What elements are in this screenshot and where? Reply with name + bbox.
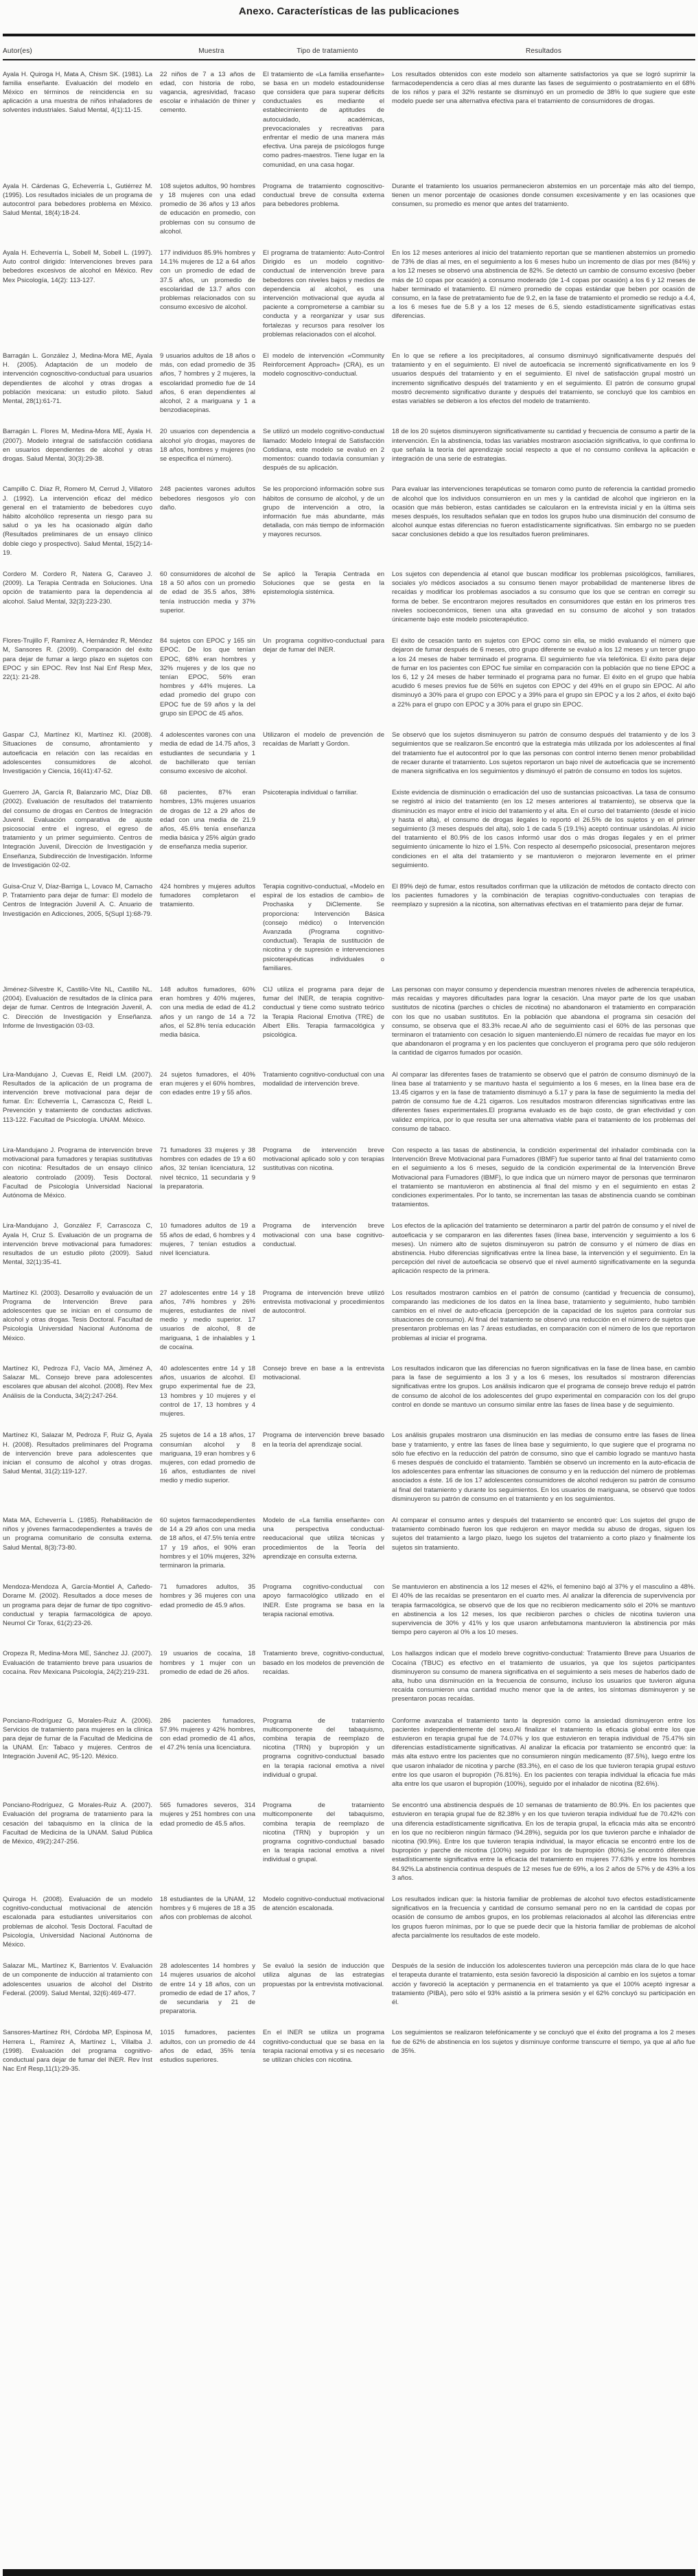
cell-resultados: Los resultados indicaron que las diferencias no fueron significativas en la fase de línea base, en cambio para la fase de seguimiento a los 3 y a los 6 meses, los resultados sí mostraron diferencias significativas entre los grupos. Los análisis indicaron que el programa de consejo breve redujo el patrón de consumo de alcohol de los adolescentes del grupo experimental en comparación con los del grupo control en donde se mantuvo un consumo similar entre las fases de línea base y de seguimiento. <box>392 1365 695 1409</box>
table-row <box>3 1583 695 1637</box>
cell-tratamiento: Se evaluó la sesión de inducción que utiliza algunas de las estrategias propuestas por la entrevista motivacional. <box>263 1962 384 1988</box>
cell-resultados: Los hallazgos indican que el modelo breve cognitivo-conductual: Tratamiento Breve para Usuarios de Cocaína (TBUC) es efectivo en el tratamiento de usuarios, ya que los sujetos participantes disminuyeron su consumo de manera significativa en el seguimiento a seis meses de haberlos dado de alta, hubo una disminución en la frecuencia de consumo, incluso los usuarios que tuvieron alguna recaída consumieron una cantidad mucho menor que la de antes, los síntomas disminuyeron y se presentaron pocas recaídas. <box>392 1650 695 1703</box>
cell-resultados: 18 de los 20 sujetos disminuyeron significativamente su cantidad y frecuencia de consumo a partir de la intervención. En la abstinencia, todas las variables mostraron asociación significativa, lo que confirma lo que señala la teoría del aprendizaje social respecto a que el no consumo conlleva la aplicación e integración de una serie de estrategias. <box>392 428 695 463</box>
table-row <box>3 1221 695 1276</box>
cell-resultados: Las personas con mayor consumo y dependencia muestran menores niveles de adherencia terapéutica, más recaídas y mayores dificultades para lograr la cesación. Una mayor parte de los que usaban sustitutos de nicotina (parches o chicles de nicotina) no abandonaron el tratamiento en comparación con los que no usaban sustitutos. En la población que abandona el programa sin cesación del consumo, se observa que el 83.3% recae.Al año de seguimiento casi el 60% de las personas que terminaron el tratamiento con cesación lo siguen manteniendo.El número de recaídas fue mayor en los que abandonaron el programa y en los pacientes que concluyeron el programa pero que sólo redujeron la cantidad de cigarros fumados por ocasión. <box>392 985 695 1057</box>
table-row <box>3 1649 695 1703</box>
table-row <box>3 249 695 339</box>
table-row <box>3 1516 695 1570</box>
cell-tratamiento: Programa cognitivo-conductual con apoyo farmacológico utilizado en el INER. Este programa se basa en la terapia racional emotiva. <box>263 1583 384 1618</box>
cell-muestra: 19 usuarios de cocaína, 18 hombres y 1 mujer con un promedio de edad de 26 años. <box>160 1650 255 1676</box>
table-row <box>3 182 695 236</box>
cell-autor: Mendoza-Mendoza A, García-Montiel A, Cañedo-Dorame M. (2002). Resultados a doce meses de un programa para dejar de fumar de tipo cognitivo-conductual y terapia farmacológica de apoyo. Neumol Cir Torax, 61(2):23-26. <box>3 1583 152 1627</box>
cell-autor: Sansores-Martínez RH, Córdoba MP, Espinosa M, Herrera L, Ramírez A, Martínez L, Villalba J. (1998). Evaluación del programa cognitivo-conductual para dejar de fumar del INER. Rev Inst Nac Enf Resp,11(1):29-35. <box>3 2029 152 2073</box>
cell-autor: Jiménez-Silvestre K, Castillo-Vite NL, Castillo NL. (2004). Evaluación de resultados de la clínica para dejar de fumar. Centros de Integración Juvenil, A. C. Dirección de Investigación y Enseñanza. Informe de Investigación 03-03. <box>3 985 152 1030</box>
table-row <box>3 882 695 973</box>
cell-autor: Lira-Mandujano J. Programa de intervención breve motivacional para fumadores y terapias sustitutivas con nicotina: Resultados de un ensayo clínico aleatorio controlado (2009). Tesis Doctoral. Facultad de Psicología Universidad Nacional Autónoma de México. <box>3 1147 152 1200</box>
cell-muestra: 108 sujetos adultos, 90 hombres y 18 mujeres con una edad promedio de 36 años y 13 años de educación en promedio, con problemas con su consumo de alcohol. <box>160 182 255 235</box>
table-header <box>3 47 695 55</box>
table-row <box>3 570 695 624</box>
cell-resultados: Se mantuvieron en abstinencia a los 12 meses el 42%, el femenino bajó al 37% y el masculino a 48%. El 40% de las recaídas se presentaron en el cuarto mes. Al analizar la diferencia de supervivencia por terapia farmacológica, se observó que de los que no recibieron medicamento sólo el 20% se mantuvo en abstinencia a los 12 meses, los que recibieron parches o chicles de nicotina tuvieron una supervivencia de 30% y 41% y los que usaron anfebutamona mantuvieron la abstinencia por más tiempo pero cayeron al 0% a los 10 meses. <box>392 1583 695 1637</box>
cell-muestra: 60 sujetos farmacodependientes de 14 a 29 años con una media de 18 años, el 47.5% tenía entre 17 y 19 años, el 90% eran hombres y el 10% mujeres, 32% terminaron la primaria. <box>160 1516 255 1569</box>
cell-autor: Lira-Mandujano J, Cuevas E, Reidl LM. (2007). Resultados de la aplicación de un programa de intervención breve motivacional para dejar de fumar. En: Echeverría L, Carrascoza C, Reidl L. Prevención y tratamiento de conductas adictivas. 113-122. Facultad de Psicología. UNAM. México. <box>3 1070 152 1124</box>
column-header-resultados: Resultados <box>525 47 562 55</box>
cell-autor: Cordero M. Cordero R, Natera G, Caraveo J. (2009). La Terapia Centrada en Soluciones. Una opción de tratamiento para la dependencia al alcohol. Salud Mental, 32(3):223-230. <box>3 571 152 606</box>
cell-resultados: Al comparar las diferentes fases de tratamiento se observó que el patrón de consumo disminuyó de la línea base al tratamiento y se mantuvo hasta el seguimiento a los 6 meses, en la línea base era de 13.45 cigarros y en la fase de tratamiento disminuyó a 5.17 y para la fase de seguimiento la media del patrón de consumo fue de 4.21 cigarros. Los resultados mostraron diferencias significativas entre las diferentes fases experimentales.El programa evaluado es de bajo costo, de gran efectividad y con validez empírica, por lo que resulta ser una alternativa viable para el tratamiento de los problemas del consumo de tabaco. <box>392 1070 695 1133</box>
cell-autor: Ponciano-Rodríguez G, Morales-Ruiz A. (2006). Servicios de tratamiento para mujeres en la clínica para dejar de fumar de la Facultad de Medicina de la UNAM. En: Tabaco y mujeres. Centros de Integración Juvenil AC, 95-120. México. <box>3 1716 152 1761</box>
cell-muestra: 71 fumadores 33 mujeres y 38 hombres con edades de 19 a 60 años, 32 tenían licenciatura, 12 nivel técnico, 11 secundaria y 9 la preparatoria. <box>160 1147 255 1191</box>
cell-autor: Martínez KI, Salazar M, Pedroza F, Ruiz G, Ayala H. (2008). Resultados preliminares del Programa de intervención breve para adolescentes que inician el consumo de alcohol y otras drogas. Salud Mental, 31(2):119-127. <box>3 1431 152 1476</box>
table-row <box>3 1801 695 1883</box>
column-header-autores: Autor(es) <box>3 47 32 55</box>
cell-resultados: Para evaluar las intervenciones terapéuticas se tomaron como punto de referencia la cantidad promedio de alcohol que los individuos consumieron en un mes y la cantidad de alcohol que ingirieron en la ocasión que más bebieron, estas cantidades se calcularon en la entrevista inicial y en la última seis meses después, los resultados señalan que en todos los grupos hubo una disminución del consumo de alcohol aunque estas diferencias no fueron estadísticamente significativas. Sin embargo no se pueden sacar conclusiones debido a que los resultados fueron preliminares. <box>392 485 695 539</box>
cell-autor: Lira-Mandujano J, González F, Carrascoza C, Ayala H, Cruz S. Evaluación de un programa de intervención breve motivacional para fumadores: resultados de un estudio piloto (2009). Salud Mental, 32(1):35-41. <box>3 1222 152 1267</box>
table-row <box>3 1146 695 1209</box>
table-row <box>3 2028 695 2073</box>
cell-tratamiento: CIJ utiliza el programa para dejar de fumar del INER, de terapia cognitivo-conductual y tiene como sustrato teórico la Terapia Racional Emotiva (TRE) de Albert Ellis. Terapia farmacológica y psicológica. <box>263 985 384 1039</box>
cell-muestra: 20 usuarios con dependencia a alcohol y/o drogas, mayores de 18 años, hombres y mujeres (no se especifica el número). <box>160 428 255 463</box>
cell-tratamiento: Se les proporcionó información sobre sus hábitos de consumo de alcohol, y de un grupo de intervención a otro, la información fue más abundante, más detallada, con más tiempo de información y mayores recursos. <box>263 485 384 539</box>
cell-muestra: 1015 fumadores, pacientes adultos, con un promedio de 44 años de edad, 35% tenía estudios superiores. <box>160 2029 255 2065</box>
cell-muestra: 9 usuarios adultos de 18 años o más, con edad promedio de 35 años, 7 hombres y 2 mujeres, la escolaridad promedio fue de 14 años, 6 eran dependientes al alcohol, 2 a mariguana y 1 a benzodiacepinas. <box>160 352 255 415</box>
cell-muestra: 177 individuos 85.9% hombres y 14.1% mujeres de 12 a 64 años con un promedio de edad de 37.5 años, un promedio de escolaridad de 13.7 años con problemas relacionados con su consumo excesivo de alcohol. <box>160 249 255 312</box>
cell-resultados: En lo que se refiere a los precipitadores, al consumo disminuyó significativamente después del tratamiento y en el seguimiento. El nivel de autoeficacia se incrementó significativamente en los 9 usuarios después del tratamiento y en el seguimiento. El nivel de satisfacción grupal mostró un incremento significativo después del tratamiento y en el seguimiento. El patrón de consumo grupal mostró decremento significativo durante y después del tratamiento, se concluyó que los cambios en estas variables se debieron a los efectos del modelo de tratamiento. <box>392 352 695 405</box>
cell-muestra: 148 adultos fumadores, 60% eran hombres y 40% mujeres, con una media de edad de 41.2 años y un rango de 14 a 72 años, el 52.8% tenía educación media básica. <box>160 985 255 1039</box>
cell-tratamiento: Se aplicó la Terapia Centrada en Soluciones que se gesta en la epistemología sistémica. <box>263 571 384 597</box>
cell-tratamiento: Terapia cognitivo-conductual, «Modelo en espiral de los estadios de cambio» de Prochaska y DiClemente. Se proporciona: Intervención Básica (consejo médico) o Intervención Avanzada (Programa cognitivo-conductual). Terapia de sustitución de nicotina y de supresión e intervenciones psicoterapéuticas individuales o familiares. <box>263 882 384 972</box>
cell-resultados: Los seguimientos se realizaron telefónicamente y se concluyó que el éxito del programa a los 2 meses fue de 62% de abstinencia en los sujetos y disminuye conforme transcurre el tiempo, ya que al año fue de 35%. <box>392 2029 695 2055</box>
cell-resultados: En los 12 meses anteriores al inicio del tratamiento reportan que se mantienen abstemios un promedio de 73% de días al mes, en el seguimiento a los 6 meses hubo un incremento de días por mes (84%) y a los 12 meses se observó una abstinencia de 82%. Se detectó un cambio de consumo excesivo (beber más de 10 copas por ocasión) a consumo moderado (de 1-4 copas por ocasión) a los 6 y 12 meses de haber terminado el tratamiento. El número promedio de copas estándar que beben por ocasión de consumo, en la fase de pretratamiento fue de 9.2, en la fase de tratamiento el promedio se redujo a 4.4, a los 6 meses fue de 5.8 y a los 12 meses de 6.5, siendo estadísticamente significativas estas diferencias. <box>392 249 695 321</box>
cell-muestra: 248 pacientes varones adultos bebedores riesgosos y/o con daño. <box>160 485 255 511</box>
cell-autor: Martínez KI, Pedroza FJ, Vacío MA, Jiménez A, Salazar ML. Consejo breve para adolescentes escolares que abusan del alcohol. (2008). Rev Mex Análisis de la Conducta, 34(2):247-264. <box>3 1365 152 1400</box>
cell-resultados: Los análisis grupales mostraron una disminución en las medias de consumo entre las fases de línea base y tratamiento, y entre las fases de línea base y seguimiento, lo que sugiere que el programa no sólo fue efectivo en la reducción del patrón de consumo, sino que el cambio logrado se mantuvo hasta 6 meses después de concluido el tratamiento. También se observó un incremento en la auto-eficacia de los adolescentes para enfrentar las situaciones de consumo y en la reducción del número de problemas asociados a éste. 16 de los 17 adolescentes consumidores de alcohol redujeron su patrón de consumo al final del tratamiento y durante los seguimientos. En los usuarios de mariguana, se observó que todos disminuyeron su patrón de consumo en el tratamiento y en los seguimientos. <box>392 1431 695 1503</box>
table-row <box>3 985 695 1058</box>
bottom-rule <box>3 2569 695 2576</box>
cell-resultados: Los resultados indican que: la historia familiar de problemas de alcohol tuvo efectos estadísticamente significativos en la frecuencia y cantidad de consumo semanal pero no en la cantidad de copas por ocasión de consumo de ambos grupos, en los problemas relacionados al alcohol las diferencias entre los grupos fueron mínimas, por lo que se puede decir que la historia familiar de problemas de alcohol afecta parcialmente los resultados de este modelo. <box>392 1896 695 1940</box>
table-row <box>3 1962 695 2016</box>
cell-tratamiento: Programa de tratamiento cognoscitivo-conductual breve de consulta externa para bebedores problema. <box>263 182 384 209</box>
table-row <box>3 636 695 718</box>
cell-muestra: 24 sujetos fumadores, el 40% eran mujeres y el 60% hombres, con edades entre 19 y 55 años. <box>160 1070 255 1096</box>
cell-tratamiento: En el INER se utiliza un programa cognitivo-conductual que se basa en la terapia racional emotiva y si es necesario se utilizan chicles con nicotina. <box>263 2029 384 2065</box>
cell-tratamiento: Programa de intervención breve utilizó entrevista motivacional y procedimientos de autocontrol. <box>263 1289 384 1315</box>
cell-tratamiento: Un programa cognitivo-conductual para dejar de fumar del INER. <box>263 637 384 654</box>
cell-tratamiento: Psicoterapia individual o familiar. <box>263 789 358 797</box>
cell-autor: Guerrero JA, García R, Balanzario MC, Díaz DB. (2002). Evaluación de resultados del tratamiento del consumo de drogas en Centros de Integración Juvenil. Evaluación comparativa de ajuste psicosocial entre el ingreso, el egreso de tratamiento y un primer seguimiento. Centros de Integración Juvenil, Dirección de Investigación y Enseñanza, Subdirección de Investigación. Informe de Investigación 02-02. <box>3 789 152 869</box>
cell-resultados: Los resultados obtenidos con este modelo son altamente satisfactorios ya que se logró suprimir la farmacodependencia a cero días al mes durante las fases de seguimiento o postratamiento en el 68% de los niños y para el 32% restante se disminuyó en un promedio de 38% lo que sugiere que este modelo puede ser una alternativa efectiva para el tratamiento de consumidores de drogas. <box>392 70 695 106</box>
cell-resultados: Los resultados mostraron cambios en el patrón de consumo (cantidad y frecuencia de consumo), comparando las mediciones de los datos en la línea base, tratamiento y seguimiento, hubo también cambios en el nivel de auto-eficacia (percepción de la capacidad de los sujetos para controlar sus situaciones de consumo). Al final del tratamiento se observó una reducción en el número de sujetos que presentaron problemas en las 7 áreas estudiadas, en comparación con el número de los que reportaron problemas al iniciar el programa. <box>392 1289 695 1342</box>
cell-resultados: El éxito de cesación tanto en sujetos con EPOC como sin ella, se midió evaluando el número que dejaron de fumar después de 6 meses, otro grupo diferente se evaluó a los 12 meses y un tercer grupo a los 24 meses de haber terminado el programa. El seguimiento fue vía telefónica. El éxito para dejar de fumar en los pacientes con EPOC fue similar en comparación con la población que no tiene EPOC a los 6, 12 y 24 meses de haber terminado el programa para no fumar. El éxito en el grupo que había acudido 6 meses previos fue de 56% en sujetos con EPOC y del 49% en el grupo sin EPOC. Al año disminuyó a 30% para el grupo con EPOC y a 39% para el grupo sin EPOC y a los 2 años, el éxito bajó a 22% para el grupo con EPOC y a 30% para el grupo sin EPOC. <box>392 637 695 709</box>
cell-autor: Ponciano-Rodríguez, G Morales-Ruiz A. (2007). Evaluación del programa de tratamiento para la cesación del tabaquismo en la clínica de la Facultad de Medicina de la UNAM. Salud Pública de México, 49(2):247-256. <box>3 1802 152 1846</box>
cell-autor: Guisa-Cruz V, Díaz-Barriga L, Lovaco M, Camacho P. Tratamiento para dejar de fumar: El modelo de Centros de Integración Juvenil A. C. Anuario de Investigación en Adicciones, 2005, 5(Supl 1):68-79. <box>3 882 152 918</box>
cell-resultados: Los sujetos con dependencia al etanol que buscan modificar los problemas psicológicos, familiares, sociales y/o médicos asociados a su consumo tienen mayor probabilidad de mantenerse libres de recaídas y modificar los problemas asociados a su consumo que los que se centran en corregir su forma de beber. Se encontraron mejores resultados en consumidores que están en los primeros tres niveles socioeconómicos, tienen una alta gravedad en su consumo de alcohol y son tratados únicamente bajo este modelo psicoterapéutico. <box>392 571 695 624</box>
cell-autor: Ayala H. Echeverría L, Sobell M, Sobell L. (1997). Auto control dirigido: Intervenciones breves para bebedores excesivos de alcohol en México. Rev Mex Psicología, 14(2): 113-127. <box>3 249 152 284</box>
cell-muestra: 25 sujetos de 14 a 18 años, 17 consumían alcohol y 8 mariguana, 19 eran hombres y 6 mujeres, con edad promedio de 16 años, estudiantes de nivel medio y medio superior. <box>160 1431 255 1485</box>
table-row <box>3 485 695 557</box>
cell-muestra: 28 adolescentes 14 hombres y 14 mujeres usuarios de alcohol de entre 14 y 18 años, con un promedio de edad de 17 años, 7 de secundaria y 21 de preparatoria. <box>160 1962 255 2016</box>
cell-muestra: 40 adolescentes entre 14 y 18 años, usuarios de alcohol. El grupo experimental fue de 23, 13 hombres y 10 mujeres y el control de 17, 13 hombres y 4 mujeres. <box>160 1365 255 1418</box>
cell-muestra: 71 fumadores adultos, 35 hombres y 36 mujeres con una edad promedio de 45.9 años. <box>160 1583 255 1609</box>
cell-autor: Flores-Trujillo F, Ramírez A, Hernández R, Méndez M, Sansores R. (2009). Comparación del éxito para dejar de fumar a largo plazo en sujetos con EPOC y sin EPOC. Rev Inst Nal Enf Resp Mex, 22(1): 21-28. <box>3 637 152 682</box>
cell-autor: Ayala H. Quiroga H, Mata A, Chism SK. (1981). La familia enseñante. Evaluación del modelo en México en términos de reincidencia en su aplicación a una muestra de niños inhaladores de solventes industriales. Salud Mental, 4(1):11-15. <box>3 70 152 115</box>
cell-autor: Martínez KI. (2003). Desarrollo y evaluación de un Programa de Intervención Breve para adolescentes que se inician en el consumo de alcohol y otras drogas. Tesis Doctoral. Facultad de Psicología Universidad Nacional Autónoma de México. <box>3 1289 152 1342</box>
cell-resultados: Durante el tratamiento los usuarios permanecieron abstemios en un porcentaje más alto del tiempo, tienen un menor porcentaje de ocasiones donde consumen excesivamente y en las ocasiones que consumen, su promedio es menor que antes del tratamiento. <box>392 182 695 209</box>
cell-tratamiento: El modelo de intervención «Community Reinforcement Approach» (CRA), es un modelo cognoscitivo-conductual. <box>263 352 384 378</box>
cell-resultados: Los efectos de la aplicación del tratamiento se determinaron a partir del patrón de consumo y el nivel de autoeficacia y se compararon en las diferentes fases (línea base, intervención y seguimiento a los 6 meses). Un número alto de sujetos disminuyeron su patrón de consumo y el número de días en abstinencia. Hubo diferencias significativas entre la línea base, la intervención y el seguimiento. En la percepción del nivel de autoeficacia se observó que el nivel aumentó significativamente en la segunda aplicación respecto de la primera. <box>392 1222 695 1276</box>
table-row <box>3 1431 695 1504</box>
cell-tratamiento: Programa de tratamiento multicomponente del tabaquismo, combina terapia de reemplazo de nicotina (TRN) y bupropión y un programa cognitivo-conductual basado en la terapia racional emotiva a nivel individual o grupal. <box>263 1716 384 1779</box>
table-row <box>3 1289 695 1352</box>
cell-resultados: Se encontró una abstinencia después de 10 semanas de tratamiento de 80.9%. En los pacientes que estuvieron en terapia grupal fue de 82.38% y en los que tuvieron terapia individual fue de 70.42% con una diferencia estadísticamente significativa. En los de terapia grupal, la eficacia más alta se encontró en los que no recibieron ningún fármaco (94.28%), seguida por los que tuvieron parche e inhalador de nicotina (90.9%). Entre los que tuvieron terapia individual, la mayor eficacia se encontró entre los de bupropión y parche de nicotina (100%) seguido por los de bupropión (80%).Se encontró diferencia estadísticamente significativa entre la eficacia del tratamiento en mujeres 77.63% y entre los hombres 84.92%.La abstinencia continua después de 12 meses fue de 69%, a los 2 años de 57% y de 43% a los 3 años. <box>392 1802 695 1882</box>
header-rule <box>3 59 695 60</box>
cell-muestra: 18 estudiantes de la UNAM, 12 hombres y 6 mujeres de 18 a 35 años con problemas de alcohol. <box>160 1896 255 1922</box>
table-row <box>3 788 695 870</box>
column-header-tratamiento: Tipo de tratamiento <box>296 47 358 55</box>
cell-autor: Salazar ML, Martínez K, Barrientos V. Evaluación de un componente de inducción al tratamiento con adolescentes usuarios de alcohol del Distrito Federal. (2009). Salud Mental, 32(6):469-477. <box>3 1962 152 1997</box>
table-row <box>3 731 695 776</box>
cell-muestra: 22 niños de 7 a 13 años de edad, con historia de robo, vagancia, agresividad, fracaso escolar e inhalación de thiner y cemento. <box>160 70 255 115</box>
cell-autor: Oropeza R, Medina-Mora ME, Sánchez JJ. (2007). Evaluación de tratamiento breve para usuarios de cocaína. Rev Mexicana Psicología, 24(2):219-231. <box>3 1650 152 1676</box>
cell-muestra: 4 adolescentes varones con una media de edad de 14.75 años, 3 estudiantes de secundaria y 1 de bachillerato que tenían consumo excesivo de alcohol. <box>160 731 255 775</box>
cell-tratamiento: El programa de tratamiento: Auto-Control Dirigido es un modelo cognitivo-conductual de intervención breve para bebedores con niveles bajos y medios de dependencia al alcohol, es una intervención motivacional que ayuda al paciente a comprometerse a cambiar su conducta y a reorganizar y usar sus fortalezas y recursos para resolver los problemas relacionados con el alcohol. <box>263 249 384 338</box>
cell-autor: Campillo C. Díaz R, Romero M, Cerrud J, Villatoro J. (1992). La intervención eficaz del médico general en el tratamiento de bebedores cuyo hábito alcohólico representa un riesgo para su salud o ya les ha ocasionado algún daño (Resultados preliminares de un ensayo clínico doble ciego y prospectivo). Salud Mental, 15(2):14-19. <box>3 485 152 557</box>
cell-autor: Mata MA, Echeverría L. (1985). Rehabilitación de niños y jóvenes farmacodependientes a través de un programa comunitario de consulta externa. Salud Mental, 8(3):73-80. <box>3 1516 152 1552</box>
cell-tratamiento: Programa de intervención breve motivacional aplicado solo y con terapias sustitutivas con nicotina. <box>263 1147 384 1173</box>
cell-resultados: El 89% dejó de fumar, estos resultados confirman que la utilización de métodos de contacto directo con los pacientes fumadores y la combinación de terapias cognitivo-conductuales con terapias de reemplazo y supresión a la nicotina, son alternativas efectivas en el tratamiento para dejar de fumar. <box>392 882 695 909</box>
table-body <box>3 70 695 2559</box>
cell-resultados: Después de la sesión de inducción los adolescentes tuvieron una percepción más clara de lo que hace el terapeuta durante el tratamiento, esta sesión favoreció la disposición al cambio en los sujetos a tomar acción y favoreció la aceptación y permanencia en el tratamiento ya que el 100% aceptó ingresar a tratamiento (PIBA), pero sólo el 93% asistió a la primera sesión y el 62% concluyó su participación en él. <box>392 1962 695 2007</box>
cell-muestra: 27 adolescentes entre 14 y 18 años, 74% hombres y 26% mujeres, estudiantes de nivel medio y medio superior. 17 usuarios de alcohol, 8 de mariguana, 1 de inhalables y 1 de cocaína. <box>160 1289 255 1351</box>
table-row <box>3 1716 695 1789</box>
cell-muestra: 84 sujetos con EPOC y 165 sin EPOC. De los que tenían EPOC, 68% eran hombres y 32% mujeres y de los que no tenían EPOC, 56% eran hombres y 44% mujeres. La edad promedio del grupo con EPOC fue de 59 años y la del grupo sin EPOC de 45 años. <box>160 637 255 717</box>
table-row <box>3 1364 695 1418</box>
cell-muestra: 68 pacientes, 87% eran hombres, 13% mujeres usuarios de drogas de 12 a 29 años de edad con una media de 21.9 años, 45.6% tenía enseñanza media básica y 25% algún grado de enseñanza media superior. <box>160 789 255 851</box>
cell-autor: Quiroga H. (2008). Evaluación de un modelo cognitivo-conductual motivacional de atención escalonada para estudiantes universitarios con problemas de alcohol. Tesis Doctoral. Facultad de Psicología, Universidad Nacional Autónoma de México. <box>3 1896 152 1949</box>
cell-muestra: 60 consumidores de alcohol de 18 a 50 años con un promedio de edad de 35.5 años, 38% tenía instrucción media y 37% superior. <box>160 571 255 614</box>
cell-tratamiento: Utilizaron el modelo de prevención de recaídas de Marlatt y Gordon. <box>263 731 384 748</box>
cell-resultados: Existe evidencia de disminución o erradicación del uso de sustancias psicoactivas. La tasa de consumo se registró al inicio del tratamiento (en los 12 meses anteriores al tratamiento), se observa que la disminución es mayor entre el inicio del tratamiento y el alta. En el curso del tratamiento (desde el inicio y hasta el alta), el consumo de drogas ilegales lo reportó el 26.5% de los sujetos y en el primer seguimiento (3 meses después del alta), solo 1 de cada 5 (19.1%) aceptó continuar usándolas. Al inicio del tratamiento el 80.9% de los casos informó usar dos o más drogas ilegales y en el primer seguimiento únicamente lo hizo el 1.5%. Con respecto al desempeño psicosocial, presentaron mejores condiciones en el alta del tratamiento y se mantuvieron o mejoraron levemente en el primer seguimiento. <box>392 789 695 869</box>
page-title: Anexo. Características de las publicaciones <box>238 5 460 17</box>
cell-resultados: Con respecto a las tasas de abstinencia, la condición experimental del inhalador combinada con la Intervención Breve Motivacional para Fumadores (IBMF) fue superior tanto al final del tratamiento como en el seguimiento a los 6 meses, seguido de la condición experimental de la Intervención Breve Motivacional para Fumadores (IBMF), lo que indica que un número mayor de personas que terminaron el tratamiento se mantuvieron en abstinencia al final del mismo y en el seguimiento en estas 2 condiciones experimentales. Por lo tanto, se incrementan las tasas de abstinencia cuando se combinan tratamientos. <box>392 1147 695 1209</box>
table-row <box>3 352 695 415</box>
cell-muestra: 565 fumadores severos, 314 mujeres y 251 hombres con una edad promedio de 45.5 años. <box>160 1802 255 1828</box>
column-header-muestra: Muestra <box>198 47 224 55</box>
top-rule <box>3 34 695 36</box>
cell-tratamiento: Programa de intervención breve basado en la teoría del aprendizaje social. <box>263 1431 384 1449</box>
cell-tratamiento: Tratamiento cognitivo-conductual con una modalidad de intervención breve. <box>263 1070 384 1088</box>
cell-tratamiento: Modelo cognitivo-conductual motivacional de atención escalonada. <box>263 1896 384 1913</box>
table-row <box>3 1070 695 1134</box>
cell-resultados: Conforme avanzaba el tratamiento tanto la depresión como la ansiedad disminuyeron entre los pacientes independientemente del sexo.Al finalizar el tratamiento la eficacia global entre los que estuvieron en terapia grupal fue de 74.07% y los que estuvieron en terapia individual de 75.47% sin diferencias estadísticamente significativas. Al analizar la eficacia por tratamiento se encontró que: la más alta estuvo entre los pacientes que no consumieron ningún medicamento (87.5%), luego entre los que usaron inhalador de nicotina y parche (83.3%), en el caso de los que tuvieron terapia grupal estuvo entre los que usaron el bupropión (76.81%). En los pacientes con terapia individual la eficacia fue más alta entre los que usaron el bupropión (100%), seguido por el inhalador de nicotina (82.6%). <box>392 1716 695 1788</box>
cell-resultados: Se observó que los sujetos disminuyeron su patrón de consumo después del tratamiento y de los 3 seguimientos que se realizaron.Se encontró que la estrategia más utilizada por los adolescentes al final del tratamiento fue el autocontrol por lo que las personas con control interno tienen menor probabilidad de recaer durante el tratamiento. Los sujetos reportaron un bajo nivel de autoeficacia que se incrementó de manera significativa en los seguimientos y disminuyó el patrón de consumo en todos los sujetos. <box>392 731 695 775</box>
cell-muestra: 424 hombres y mujeres adultos fumadores completaron el tratamiento. <box>160 882 255 909</box>
cell-tratamiento: Tratamiento breve, cognitivo-conductual, basado en los modelos de prevención de recaídas. <box>263 1650 384 1676</box>
cell-tratamiento: El tratamiento de «La familia enseñante» se basa en un modelo estadounidense que considera que para superar déficits conductuales es mediante el establecimiento de aptitudes de autocuidado, académicas, prevocacionales y recreativas para enfrentar el medio de una manera más efectiva. Una pareja de psicólogos funge como padres-maestros. Tiene lugar en la comunidad, en una casa hogar. <box>263 70 384 169</box>
cell-autor: Gaspar CJ, Martínez KI, Martínez KI. (2008). Situaciones de consumo, afrontamiento y autoeficacia en relación con las recaídas en adolescentes consumidores de alcohol. Investigación y Ciencia, 16(41):47-52. <box>3 731 152 775</box>
cell-tratamiento: Se utilizó un modelo cognitivo-conductual llamado: Modelo Integral de Satisfacción Cotidiana, este modelo se evaluó en 2 momentos: cuando todavía consumían y después de su aplicación. <box>263 428 384 472</box>
cell-tratamiento: Consejo breve en base a la entrevista motivacional. <box>263 1365 384 1382</box>
cell-tratamiento: Programa de intervención breve motivacional con una base cognitivo-conductual. <box>263 1222 384 1248</box>
cell-autor: Ayala H. Cárdenas G, Echeverría L, Gutiérrez M. (1995). Los resultados iniciales de un programa de autocontrol para bebedores problema en México. Salud Mental, 18(4):18-24. <box>3 182 152 218</box>
cell-autor: Barragán L. Flores M, Medina-Mora ME, Ayala H. (2007). Modelo integral de satisfacción cotidiana en usuarios dependientes de alcohol y otras drogas. Salud Mental, 30(3):29-38. <box>3 428 152 463</box>
cell-tratamiento: Programa de tratamiento multicomponente del tabaquismo, combina terapia de reemplazo de nicotina (TRN) y bupropión y un programa cognitivo-conductual basado en la terapia racional emotiva a nivel individual o grupal. <box>263 1802 384 1864</box>
table-row <box>3 70 695 170</box>
table-row <box>3 1895 695 1949</box>
cell-resultados: Al comparar el consumo antes y después del tratamiento se encontró que: Los sujetos del grupo de tratamiento combinado fueron los que redujeron en mayor medida su abuso de drogas, siguen los sujetos del tratamiento a largo plazo, luego los sujetos del tratamiento a corto plazo y finalmente los sujetos sin tratamiento. <box>392 1516 695 1552</box>
cell-autor: Barragán L. González J, Medina-Mora ME, Ayala H. (2005). Adaptación de un modelo de intervención cognoscitivo-conductual para usuarios dependientes de alcohol y otras drogas a población mexicana: un estudio piloto. Salud Mental, 28(1):61-71. <box>3 352 152 405</box>
table-row <box>3 427 695 472</box>
cell-muestra: 286 pacientes fumadores, 57.9% mujeres y 42% hombres, con edad promedio de 41 años, el 47.2% tenía una licenciatura. <box>160 1716 255 1752</box>
cell-tratamiento: Modelo de «La familia enseñante» con una perspectiva conductual-reeducacional que utiliza técnicas y procedimientos de la Teoría del aprendizaje en consulta externa. <box>263 1516 384 1561</box>
cell-muestra: 10 fumadores adultos de 19 a 55 años de edad, 6 hombres y 4 mujeres, 7 tenían estudios a nivel licenciatura. <box>160 1222 255 1258</box>
